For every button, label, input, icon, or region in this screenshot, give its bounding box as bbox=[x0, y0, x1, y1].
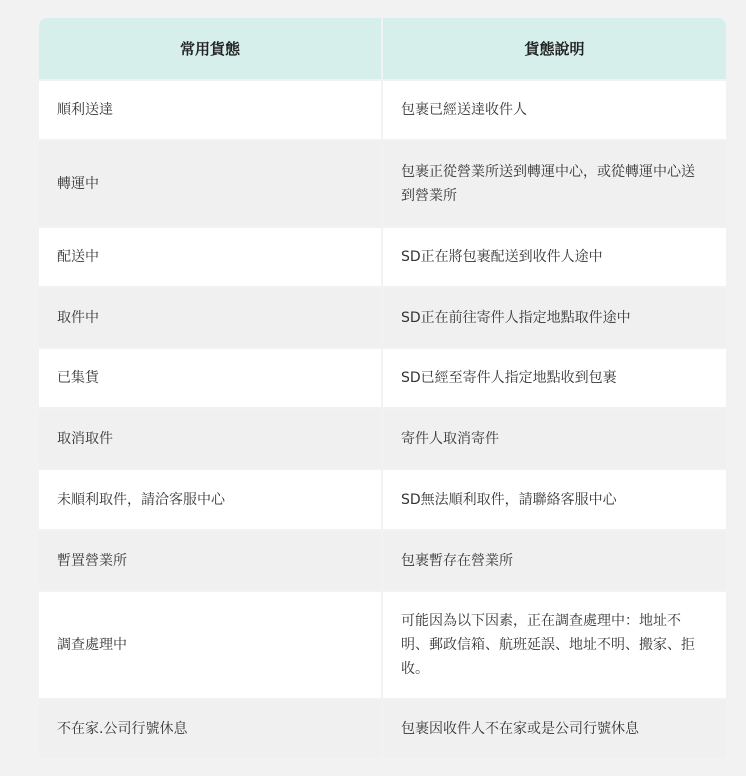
header-status: 常用貨態 bbox=[39, 18, 381, 79]
description-cell: SD正在前往寄件人指定地點取件途中 bbox=[383, 288, 726, 347]
status-cell: 調查處理中 bbox=[39, 592, 381, 698]
description-cell: 寄件人取消寄件 bbox=[383, 409, 726, 468]
header-description: 貨態說明 bbox=[383, 18, 726, 79]
description-cell: 包裹已經送達收件人 bbox=[383, 81, 726, 139]
description-cell: 包裹暫存在營業所 bbox=[383, 531, 726, 590]
description-cell: 可能因為以下因素，正在調查處理中：地址不明、郵政信箱、航班延誤、地址不明、搬家、拒收。 bbox=[383, 592, 726, 698]
description-cell: SD已經至寄件人指定地點收到包裹 bbox=[383, 349, 726, 407]
status-cell: 取件中 bbox=[39, 288, 381, 347]
status-cell: 取消取件 bbox=[39, 409, 381, 468]
description-cell: 包裹因收件人不在家或是公司行號休息 bbox=[383, 700, 726, 758]
status-cell: 順利送達 bbox=[39, 81, 381, 139]
status-cell: 已集貨 bbox=[39, 349, 381, 407]
status-table bbox=[39, 18, 726, 758]
description-cell: SD正在將包裹配送到收件人途中 bbox=[383, 228, 726, 286]
description-cell: SD無法順利取件，請聯絡客服中心 bbox=[383, 470, 726, 529]
status-cell: 轉運中 bbox=[39, 141, 381, 226]
status-cell: 配送中 bbox=[39, 228, 381, 286]
status-cell: 不在家.公司行號休息 bbox=[39, 700, 381, 758]
status-cell: 暫置營業所 bbox=[39, 531, 381, 590]
description-cell: 包裹正從營業所送到轉運中心，或從轉運中心送到營業所 bbox=[383, 141, 726, 226]
status-cell: 未順利取件，請洽客服中心 bbox=[39, 470, 381, 529]
